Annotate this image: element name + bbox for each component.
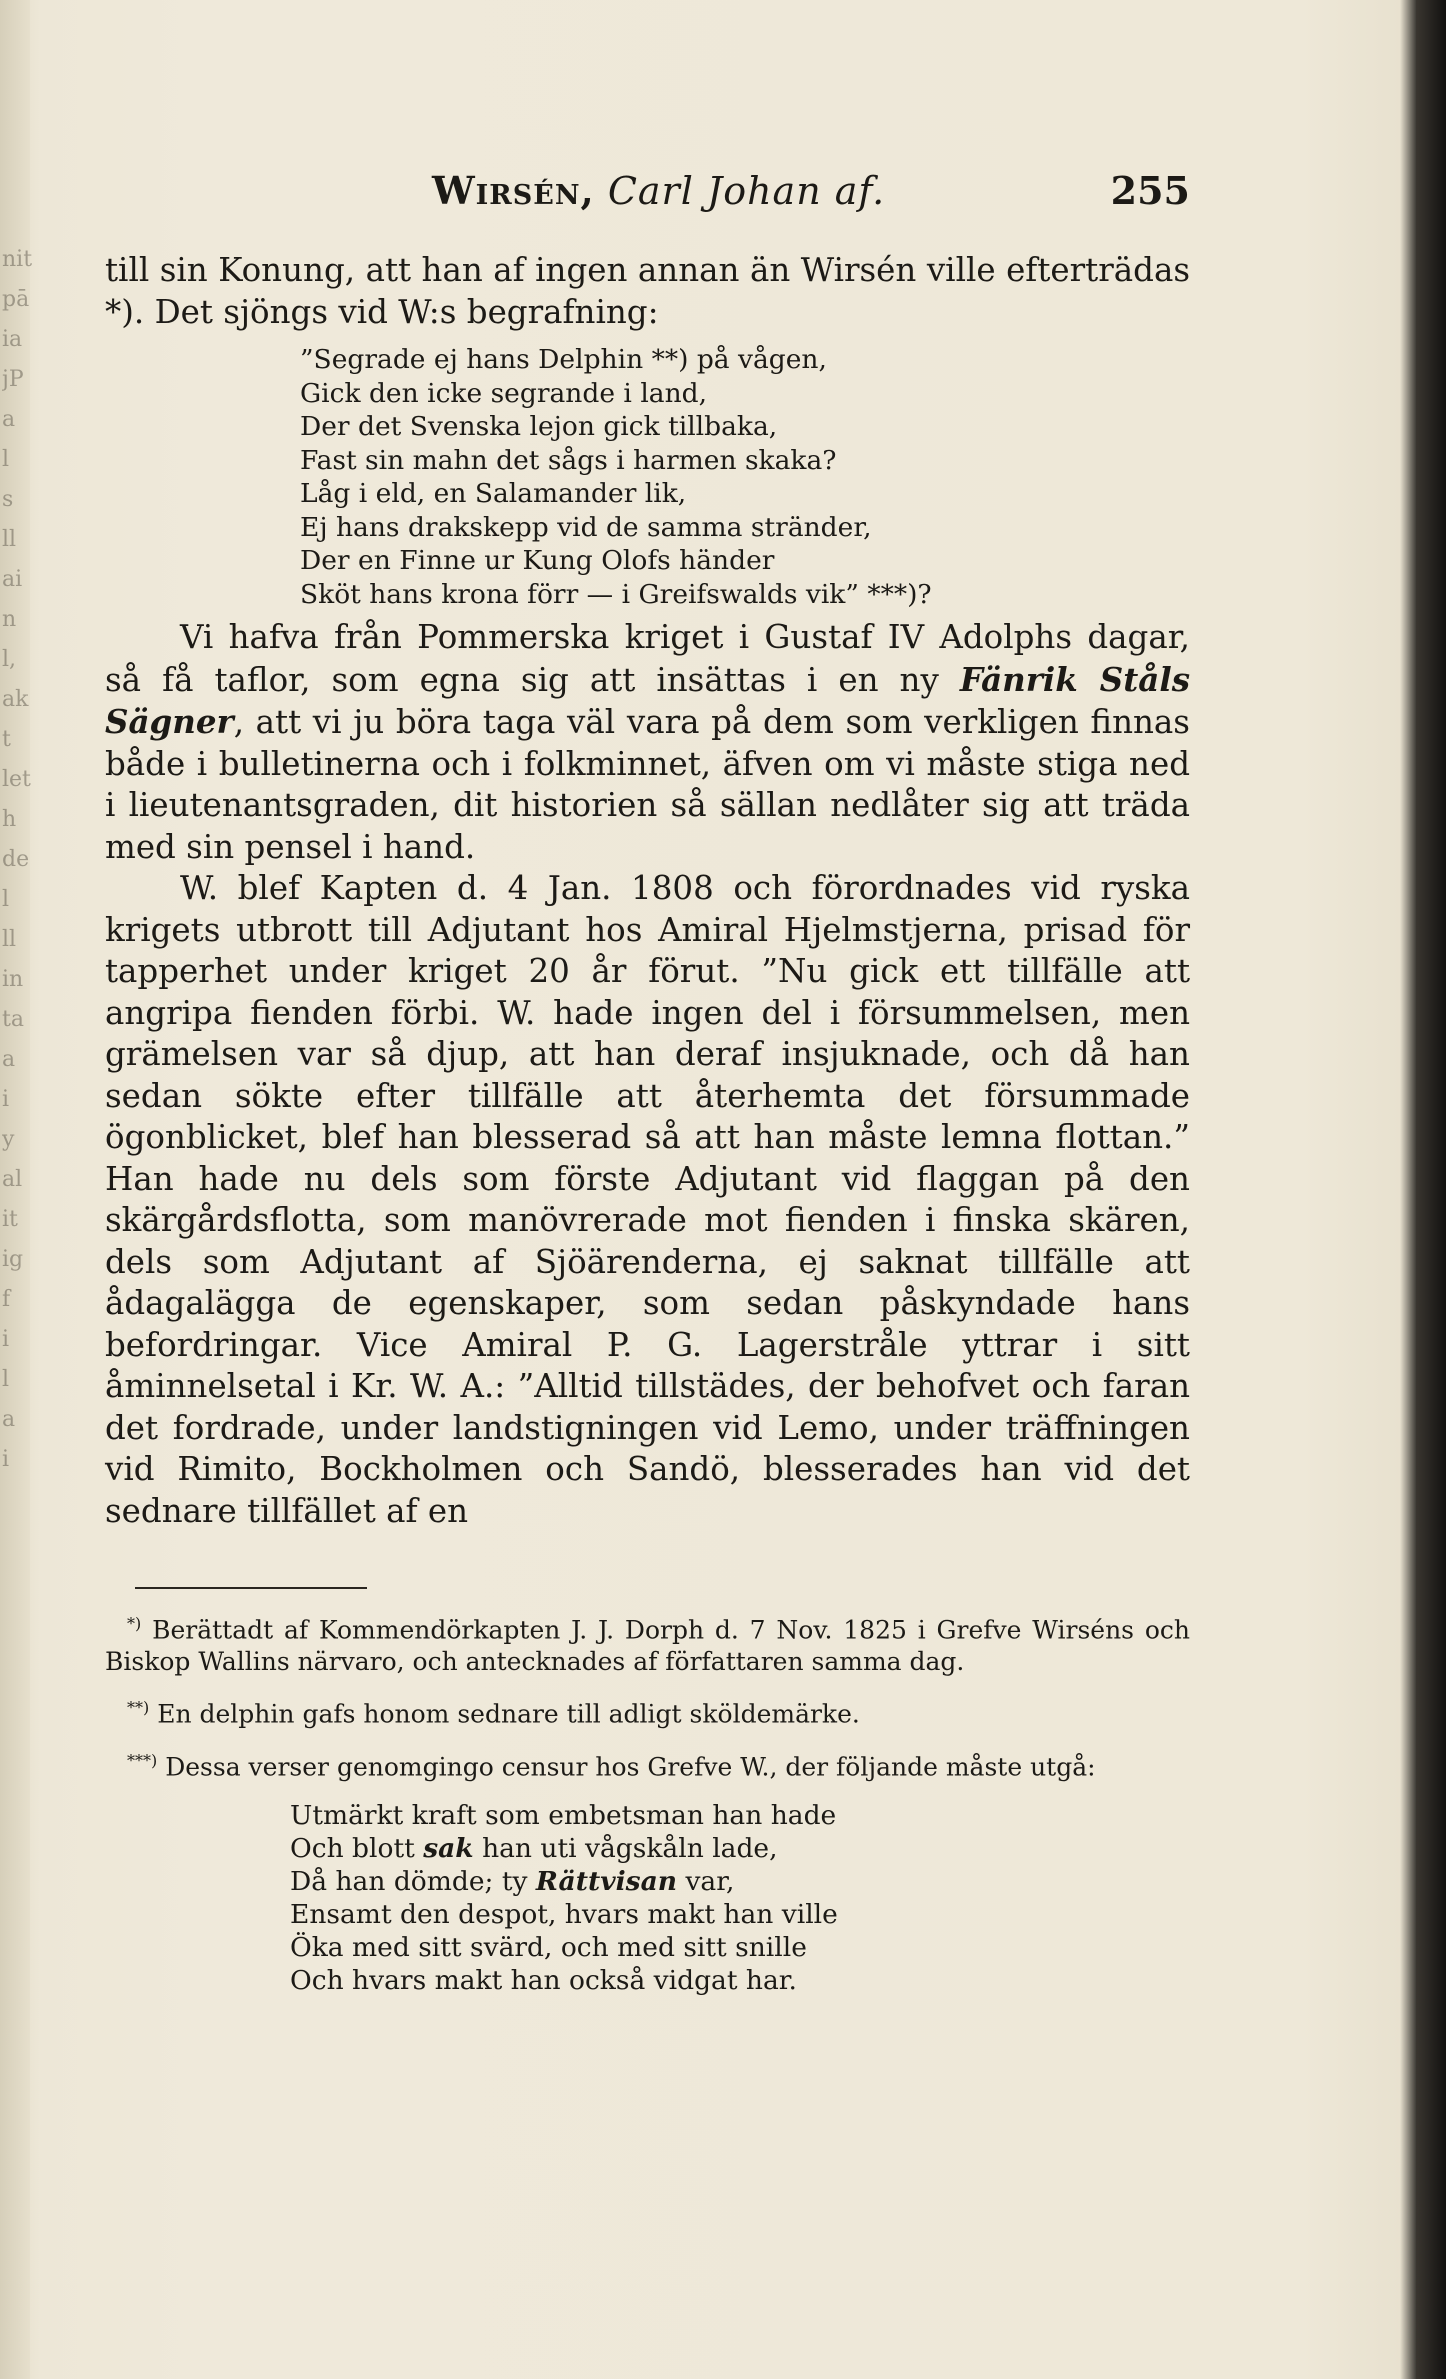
poem-line: Låg i eld, en Salamander lik, <box>300 478 687 509</box>
page-number: 255 <box>1110 168 1190 213</box>
bleed-fragment: let <box>2 767 31 792</box>
footnote-mark: ***) <box>127 1750 158 1770</box>
footnote-mark: *) <box>127 1614 142 1633</box>
footnote-3 <box>105 1745 1190 1783</box>
facing-page-bleed <box>2 240 40 1480</box>
running-head-given-names: Carl Johan af. <box>607 169 886 213</box>
bleed-fragment: l <box>2 1367 10 1392</box>
bleed-fragment: l <box>2 447 10 472</box>
poem-line: ”Segrade ej hans Delphin **) på vågen, <box>300 344 827 375</box>
verse-line: Utmärkt kraft som embetsman han hade <box>290 1799 837 1831</box>
bleed-fragment: in <box>2 967 24 992</box>
verse-line <box>290 1865 1190 1898</box>
footnote-1 <box>105 1608 1190 1678</box>
paragraph-2-title: Fänrik Ståls Sägner <box>105 659 1190 741</box>
footnotes <box>105 1608 1190 1997</box>
bleed-fragment: t <box>2 727 11 752</box>
bleed-fragment: a <box>2 1047 16 1072</box>
poem-line: Gick den icke segrande i land, <box>300 377 708 409</box>
bleed-fragment: jP <box>2 367 24 392</box>
verse-text: han uti vågskåln lade, <box>473 1832 778 1864</box>
verse-line: Ensamt den despot, hvars makt han ville <box>290 1898 838 1930</box>
bleed-fragment: i <box>2 1447 10 1472</box>
paragraph-2 <box>105 617 1190 868</box>
paragraph-1: till sin Konung, att han af ingen annan än Wirsén ville efterträdas *). Det sjöngs vid W:s begrafning: <box>105 251 1190 331</box>
bleed-fragment: a <box>2 407 16 432</box>
poem-line: Fast sin mahn det sågs i harmen skaka? <box>300 444 837 476</box>
bleed-fragment: l <box>2 887 10 912</box>
bleed-fragment: de <box>2 847 30 872</box>
censored-verse <box>290 1799 1190 1997</box>
bleed-fragment: ll <box>2 527 17 552</box>
poem-line: Sköt hans krona förr — i Greifswalds vik” ***)? <box>300 578 932 610</box>
poem-line: Ej hans drakskepp vid de samma stränder, <box>300 511 872 543</box>
verse-text: Då han dömde; ty <box>290 1865 536 1897</box>
bleed-fragment: nit <box>2 247 33 272</box>
bleed-fragment: s <box>2 487 14 512</box>
bleed-fragment: ig <box>2 1247 24 1272</box>
footnote-2 <box>105 1692 1190 1730</box>
paragraph-3: W. blef Kapten d. 4 Jan. 1808 och förordnades vid ryska krigets utbrott till Adjutant hos Amiral Hjelmstjerna, prisad för tapperhet under kriget 20 år förut. ”Nu gick ett tillfälle att angripa fienden förbi. W. hade ingen del i försummelsen, men grämelsen var så djup, att han deraf insjuknade, och då han sedan sökte efter tillfälle att återhemta det försummade ögonblicket, blef han blesserad så att han måste lemna flottan.” Han hade nu dels som förste Adjutant vid flaggan på den skärgårdsflotta, som manövrerade mot fienden i finska skären, dels som Adjutant af Sjöärenderna, ej saknat tillfälle att ådagalägga de egenskaper, som sedan påskyndade hans befordringar. Vice Amiral P. G. Lagerstråle yttrar i sitt åminnelsetal i Kr. W. A.: ”Alltid tillstädes, der behofvet och faran det fordrade, under landstigningen vid Lemo, under träffningen vid Rimito, Bockholmen och Sandö, blesserades han vid det sednare tillfället af en <box>105 869 1190 1530</box>
verse-line: Och hvars makt han också vidgat har. <box>290 1964 797 1996</box>
running-head-surname: Wirsén, <box>432 168 595 213</box>
bleed-fragment: h <box>2 807 17 832</box>
verse-line: Öka med sitt svärd, och med sitt snille <box>290 1931 807 1963</box>
verse-text: Och blott <box>290 1832 424 1864</box>
bleed-fragment: al <box>2 1167 23 1192</box>
bleed-fragment: ai <box>2 567 23 592</box>
running-head <box>110 168 1190 218</box>
running-head-title <box>432 168 885 213</box>
bleed-fragment: l, <box>2 647 17 672</box>
page-edge-shadow <box>1416 0 1446 2379</box>
verse-text: var, <box>677 1865 735 1897</box>
bleed-fragment: ta <box>2 1007 24 1032</box>
verse-line <box>290 1832 1190 1865</box>
paragraph-2-text-a: Vi hafva från Pommerska kriget i Gustaf IV Adolphs dagar, så få taflor, som egna sig att insättas i en ny <box>105 618 1190 699</box>
bleed-fragment: it <box>2 1207 18 1232</box>
footnote-mark: **) <box>127 1698 150 1718</box>
paragraph-2-text-b: , att vi ju böra taga väl vara på dem som verkligen finnas både i bulletinerna och i folkminnet, äfven om vi måste stiga ned i lieutenantsgraden, dit historien så sällan nedlåter sig att träda med sin pensel i hand. <box>105 703 1190 866</box>
footnote-rule <box>135 1587 367 1589</box>
main-text <box>105 250 1190 1532</box>
footnote-text: En delphin gafs honom sednare till adligt sköldemärke. <box>157 1699 860 1729</box>
poem-line: Der en Finne ur Kung Olofs händer <box>300 545 775 576</box>
bleed-fragment: i <box>2 1327 10 1352</box>
poem-line: Der det Svenska lejon gick tillbaka, <box>300 411 778 442</box>
bleed-fragment: ia <box>2 327 23 352</box>
bleed-fragment: i <box>2 1087 10 1112</box>
verse-emphasis: Rättvisan <box>535 1865 678 1897</box>
bleed-fragment: ll <box>2 927 17 952</box>
bleed-fragment: a <box>2 1407 16 1432</box>
bleed-fragment: pā <box>2 287 30 312</box>
bleed-fragment: f <box>2 1287 11 1312</box>
footnote-text: Berättadt af Kommendörkapten J. J. Dorph d. 7 Nov. 1825 i Grefve Wirséns och Biskop Wallins närvaro, och antecknades af författaren samma dag. <box>105 1615 1190 1677</box>
verse-emphasis: sak <box>423 1832 474 1864</box>
bleed-fragment: n <box>2 607 17 632</box>
bleed-fragment: y <box>2 1127 15 1152</box>
bleed-fragment: ak <box>2 687 29 712</box>
footnote-text: Dessa verser genomgingo censur hos Grefve W., der följande måste utgå: <box>165 1751 1096 1781</box>
funeral-poem <box>300 343 1190 611</box>
